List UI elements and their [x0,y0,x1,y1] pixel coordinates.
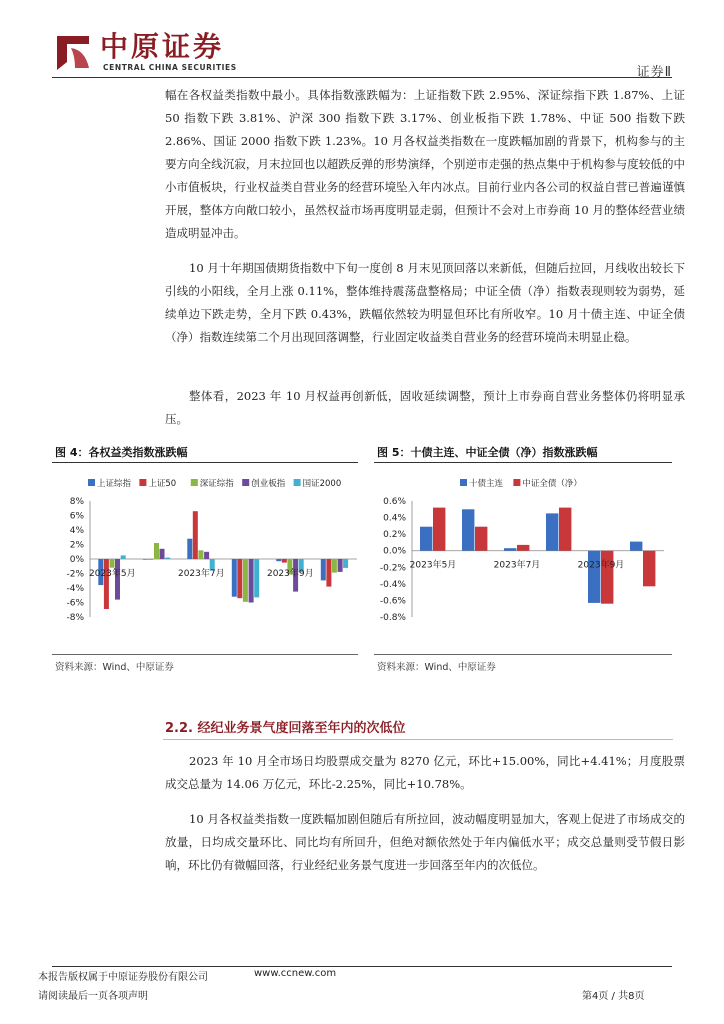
paragraph-bond-indices: 10 月十年期国债期货指数中下旬一度创 8 月末见顶回落以来新低，但随后拉回，月线收出较长下引线的小阳线，全月上涨 0.11%，整体维持震荡盘整格局；中证全债（净）指数表现则较为弱势，延续单边下跌走势，全月下跌 0.43%，跌幅依然较为明显但环比有所收窄。10 月十债主连、中证全债（净）指数连续第二个月出现回落调整，行业固定收益类自营业务的经营环境尚未明显止稳。 [165,261,685,344]
fig4-legend-swatch [294,479,301,486]
company-name-en: CENTRAL CHINA SECURITIES [103,63,237,72]
fig5-legend-label: 中证全债（净） [522,479,582,489]
fig4-y-tick-label: -8% [66,613,84,623]
fig4-y-tick-label: 4% [69,526,84,536]
figure4-top-rule [52,462,358,463]
fig4-bar [154,543,159,559]
header-divider [52,77,672,78]
fig4-bar [276,559,281,561]
fig5-x-tick-label: 2023年5月 [409,560,457,571]
fig5-bar [433,508,445,551]
fig5-y-tick-label: 0.2% [383,530,406,541]
figure5-top-rule [374,462,672,463]
fig5-y-tick-label: -0.4% [379,579,406,590]
figure5-bottom-rule [374,654,672,655]
fig4-legend-swatch [139,479,146,486]
fig5-bar [601,551,613,604]
fig4-x-tick-label: 2023年9月 [266,569,314,579]
fig5-bar [504,548,516,551]
paragraph-summary: 整体看，2023 年 10 月权益再创新低，固收延续调整，预计上市券商自营业务整体仍将明显承压。 [165,389,685,426]
fig5-bar [420,527,432,551]
figure5-source: 资料来源：Wind、中原证券 [377,662,496,673]
fig4-bar [121,555,126,559]
fig5-bar [559,508,571,551]
fig4-y-tick-label: -4% [66,584,84,594]
fig5-y-tick-label: -0.2% [379,563,406,574]
fig4-bar [243,559,248,602]
fig4-bar [110,559,115,568]
fig4-bar [232,559,237,597]
footer-page-number: 第4页 / 共8页 [582,991,645,1002]
fig4-bar [326,559,331,587]
fig5-y-tick-label: -0.6% [379,596,406,607]
fig4-legend-swatch [191,479,198,486]
fig4-y-tick-label: 0% [69,555,84,565]
figure4-bottom-rule [52,654,358,655]
fig5-x-tick-label: 2023年9月 [577,560,625,571]
figure4-source: 资料来源：Wind、中原证券 [55,662,174,673]
fig5-x-tick-label: 2023年7月 [493,560,541,571]
fig5-bar [546,513,558,550]
fig4-legend-label: 国证2000 [302,479,342,489]
fig4-legend-label: 上证综指 [97,479,132,489]
fig4-bar [187,539,192,559]
figure4-title: 图 4：各权益类指数涨跌幅 [55,446,188,459]
fig4-legend-label: 上证50 [148,479,177,489]
fig4-bar [193,511,198,559]
section-heading-rule [163,739,673,740]
fig4-y-tick-label: 8% [69,497,84,507]
fig5-bar [588,551,600,603]
fig4-bar [143,559,148,560]
fig4-bar [160,549,165,559]
section-heading: 2.2. 经纪业务景气度回落至年内的次低位 [165,721,406,736]
fig4-x-tick-label: 2023年7月 [177,569,225,579]
footer-website[interactable]: www.ccnew.com [254,968,337,979]
fig4-y-tick-label: 2% [69,540,84,551]
figure5-title: 图 5：十债主连、中证全债（净）指数涨跌幅 [377,446,598,459]
fig5-y-tick-label: -0.8% [379,613,406,623]
fig4-bar [332,559,337,573]
fig4-bar [204,552,209,559]
figure4-chart [52,470,362,650]
footer-disclaimer: 请阅读最后一页各项声明 [38,991,148,1002]
fig4-bar [254,559,259,597]
fig4-bar [343,559,348,568]
footer-copyright: 本报告版权属于中原证券股份有限公司 [38,972,208,983]
section-tag: 证券Ⅱ [636,65,672,80]
fig4-y-tick-label: -6% [66,598,84,609]
fig5-bar [643,551,655,587]
fig4-bar [198,550,203,559]
fig5-y-tick-label: 0.4% [383,513,406,524]
fig4-bar [115,559,120,600]
fig4-bar [165,558,170,560]
fig4-legend-swatch [242,479,249,486]
fig5-bar [475,527,487,551]
fig4-legend-label: 创业板指 [251,479,286,489]
fig4-bar [338,559,343,572]
fig4-y-tick-label: 6% [69,511,84,522]
company-logo-icon [53,32,93,72]
fig5-y-tick-label: 0.0% [383,546,406,557]
fig4-bar [148,559,153,560]
fig4-bar [237,559,242,598]
paragraph-brokerage: 10 月各权益类指数一度跌幅加剧但随后有所拉回，波动幅度明显加大，客观上促进了市场成交的放量，日均成交量环比、同比均有所回升，但绝对额依然处于年内偏低水平；成交总量则受节假日影响，环比仍有微幅回落，行业经纪业务景气度进一步回落至年内的次低位。 [165,812,685,872]
fig4-bar [249,559,254,603]
fig5-bar [630,542,642,551]
fig5-legend-swatch [513,479,520,486]
company-name-cn: 中原证券 [100,30,225,63]
fig4-bar [321,559,326,580]
fig5-bar [517,545,529,551]
fig5-legend-label: 十债主连 [469,479,504,489]
fig5-legend-swatch [460,479,467,486]
fig4-bar [282,559,287,563]
fig4-legend-swatch [88,479,95,486]
figure5-chart [374,470,672,650]
paragraph-trading-volume: 2023 年 10 月全市场日均股票成交量为 8270 亿元，环比+15.00%，同比+4.41%；月度股票成交总量为 14.06 万亿元，环比-2.25%，同比+10.78%。 [165,754,685,791]
fig4-y-tick-label: -2% [66,569,84,580]
fig4-x-tick-label: 2023年5月 [88,569,136,579]
paragraph-equity-indices: 幅在各权益类指数中最小。具体指数涨跌幅为：上证指数下跌 2.95%、深证综指下跌 1.87%、上证 50 指数下跌 3.81%、沪深 300 指数下跌 3.17%、创业板指下跌 1.78%、中证 500 指数下跌 2.86%、国证 2000 指数下跌 1.23%。10 月各权益类指数在一度跌幅加剧的背景下，机构参与的主要方向全线沉寂，月末拉回也以超跌反弹的形势演绎，个别逆市走强的热点集中于机构参与度较低的中小市值板块，行业权益类自营业务的经营环境坠入年内冰点。目前行业内各公司的权益自营已普遍谨慎开展，整体方向敞口较小，虽然权益市场再度明显走弱，但预计不会对上市券商 10 月的整体经营业绩造成明显冲击。 [165,88,685,240]
fig5-y-tick-label: 0.6% [383,497,406,507]
fig4-bar [104,559,109,609]
fig5-bar [462,509,474,550]
fig4-legend-label: 深证综指 [199,479,234,489]
footer-divider [52,966,672,967]
